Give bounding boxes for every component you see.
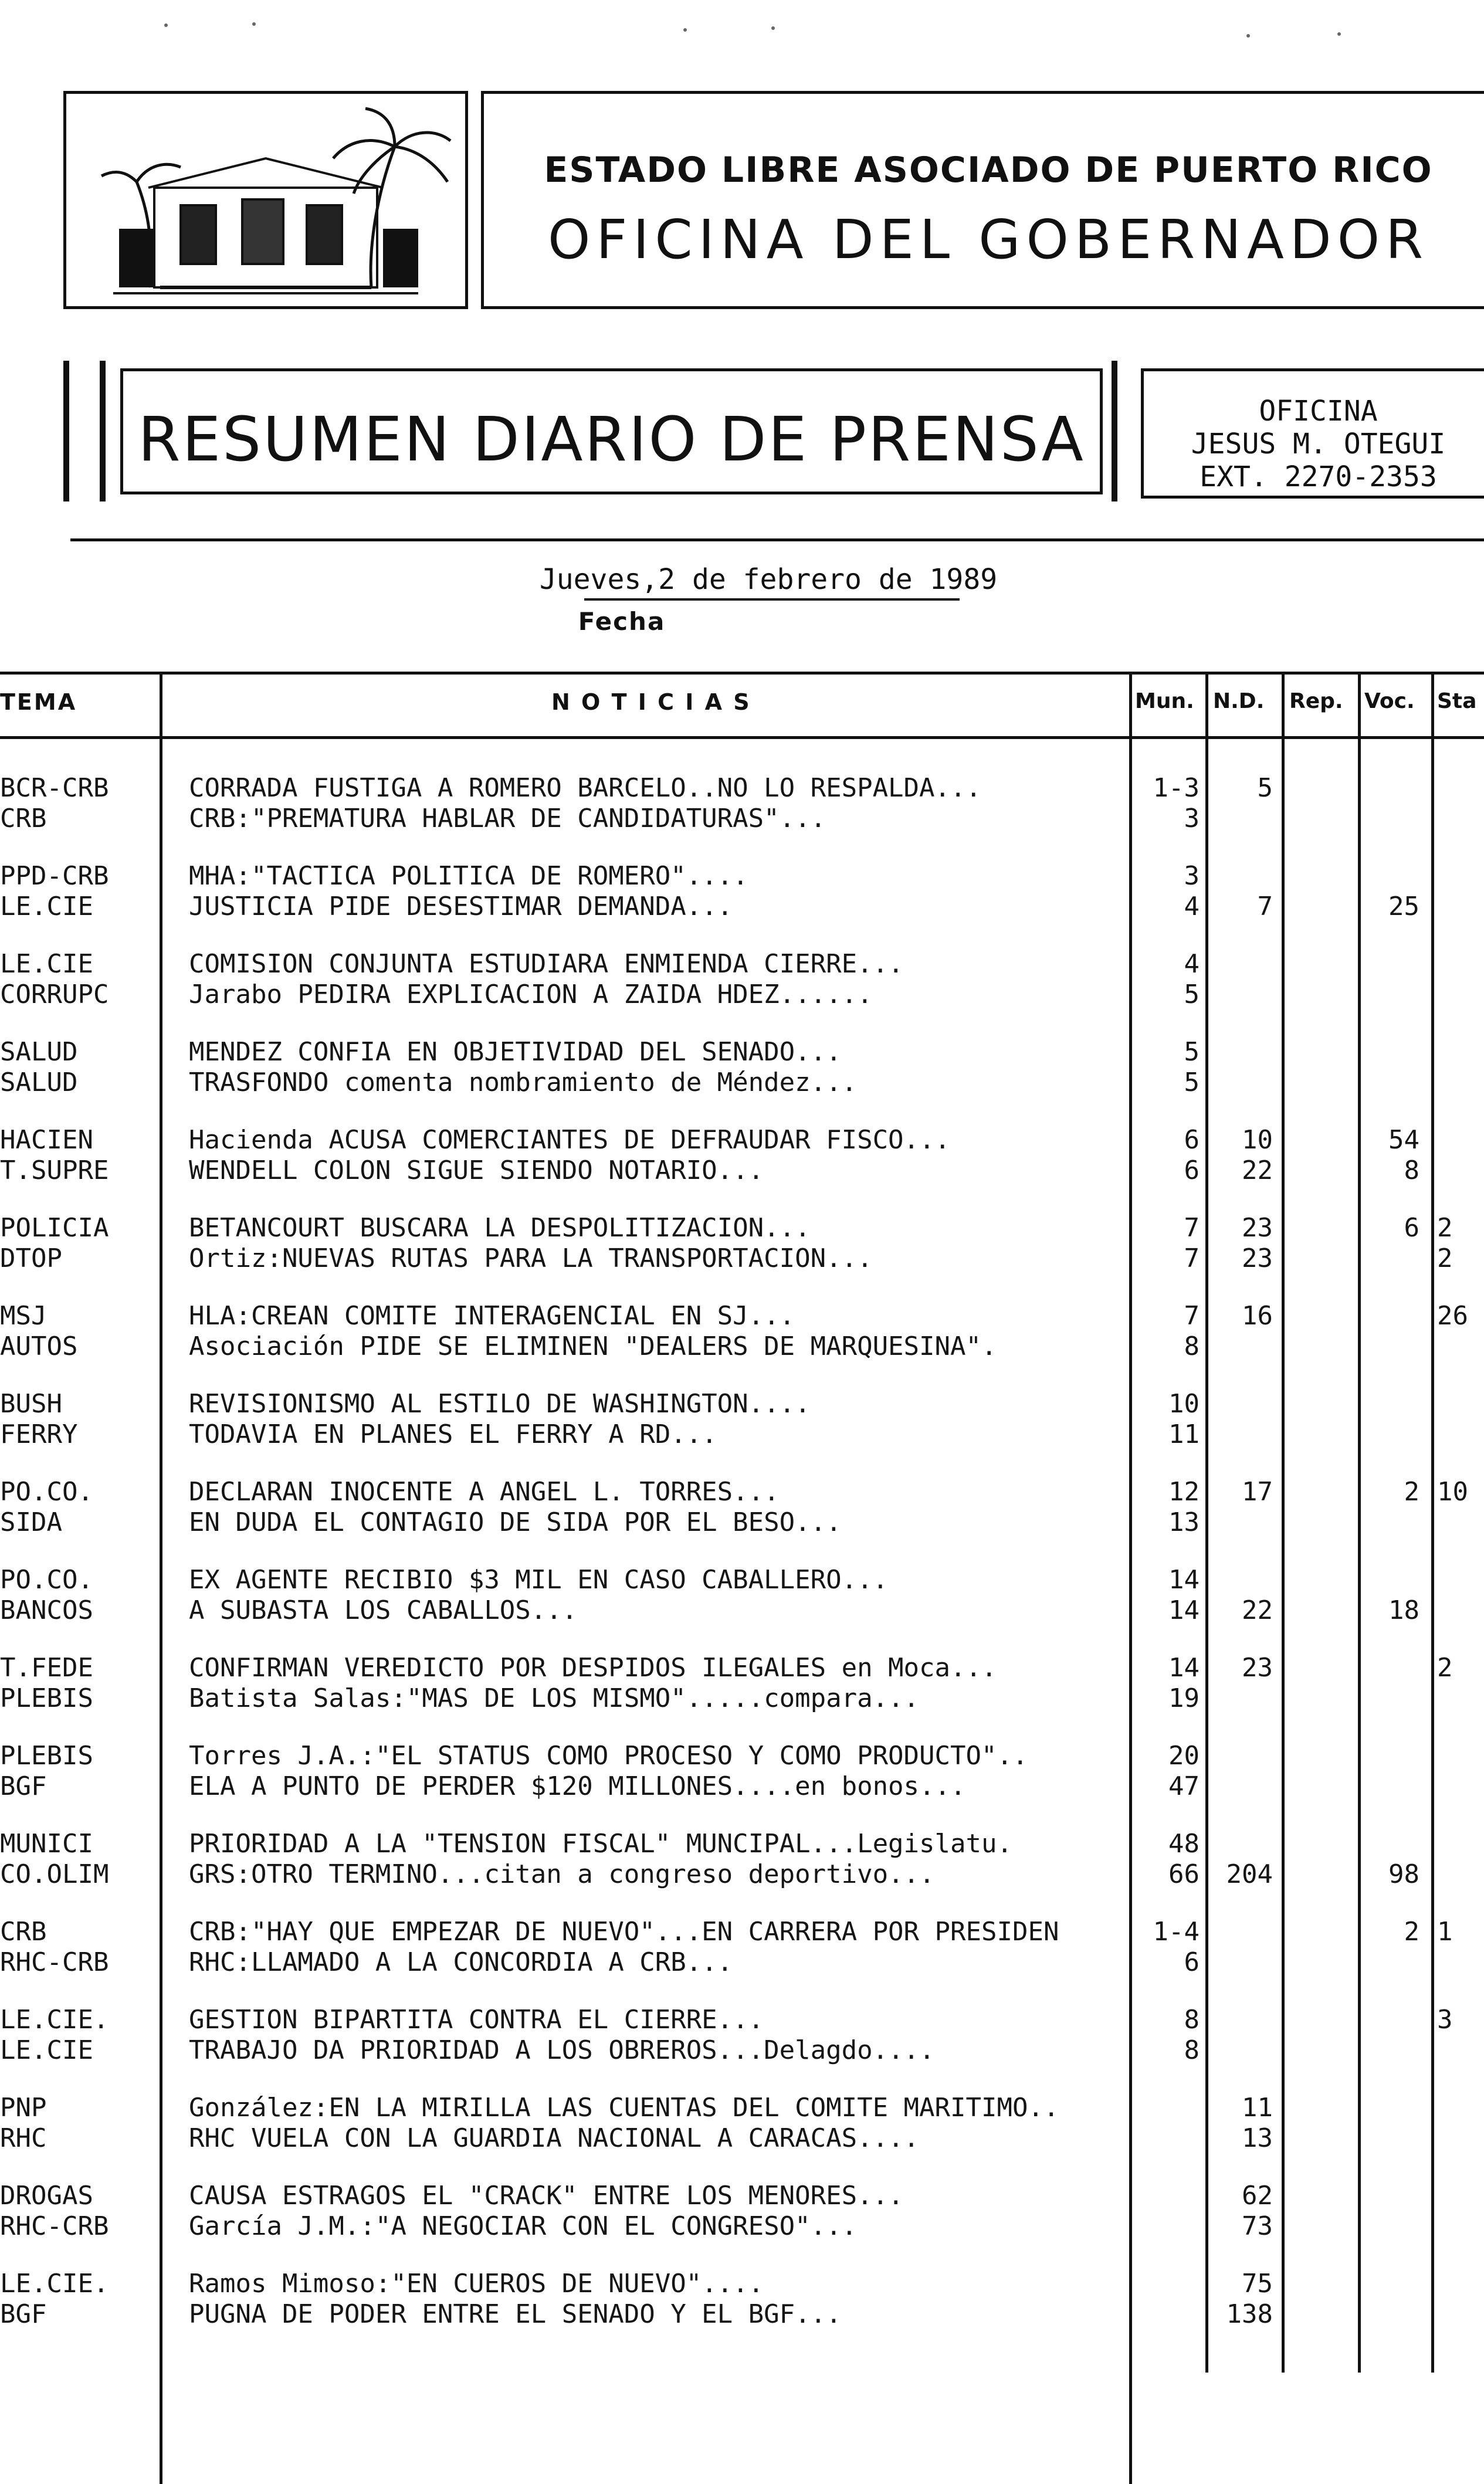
cell-noticia: COMISION CONJUNTA ESTUDIARA ENMIENDA CIERRE...: [189, 949, 904, 979]
cell-mun: 20: [1168, 1741, 1200, 1771]
cell-mun: 4: [1184, 892, 1200, 921]
cell-noticia: Jarabo PEDIRA EXPLICACION A ZAIDA HDEZ......: [189, 980, 873, 1009]
title-box: [120, 368, 1103, 494]
cell-sta: 26: [1437, 1301, 1468, 1331]
cell-noticia: TRASFONDO comenta nombramiento de Méndez...: [189, 1068, 858, 1097]
cell-mun: 7: [1184, 1243, 1200, 1273]
cell-noticia: HLA:CREAN COMITE INTERAGENCIAL EN SJ...: [189, 1301, 795, 1331]
cell-tema: MSJ: [0, 1301, 47, 1331]
cell-mun: 48: [1168, 1829, 1200, 1859]
cell-nd: 17: [1242, 1477, 1273, 1507]
cell-noticia: RHC VUELA CON LA GUARDIA NACIONAL A CARACAS....: [189, 2123, 920, 2153]
cell-voc: 18: [1388, 1595, 1419, 1625]
cell-mun: 8: [1184, 2005, 1200, 2035]
cell-tema: SALUD: [0, 1068, 78, 1097]
col-header-mun: Mun.: [1135, 689, 1194, 713]
scan-speck: [1337, 32, 1341, 36]
cell-tema: AUTOS: [0, 1331, 78, 1361]
cell-nd: 138: [1226, 2299, 1273, 2329]
cell-nd: 73: [1242, 2211, 1273, 2241]
cell-tema: PLEBIS: [0, 1741, 93, 1771]
cell-noticia: CONFIRMAN VEREDICTO POR DESPIDOS ILEGALES en Moca...: [189, 1653, 997, 1683]
cell-mun: 5: [1184, 1037, 1200, 1067]
cell-noticia: Asociación PIDE SE ELIMINEN "DEALERS DE MARQUESINA".: [189, 1331, 997, 1361]
cell-tema: RHC: [0, 2123, 47, 2153]
cell-nd: 204: [1226, 1859, 1273, 1889]
cell-noticia: RHC:LLAMADO A LA CONCORDIA A CRB...: [189, 1947, 733, 1977]
cell-tema: BCR-CRB: [0, 773, 109, 803]
cell-tema: LE.CIE: [0, 949, 93, 979]
cell-tema: CORRUPC: [0, 980, 109, 1009]
date-value: Jueves,2 de febrero de 1989: [539, 563, 998, 596]
table-top-line: [0, 672, 1484, 675]
cell-nd: 11: [1242, 2093, 1273, 2123]
cell-voc: 8: [1404, 1155, 1419, 1185]
page-title: RESUMEN DIARIO DE PRENSA: [138, 404, 1085, 475]
cell-noticia: MHA:"TACTICA POLITICA DE ROMERO"....: [189, 861, 748, 891]
cell-tema: LE.CIE.: [0, 2269, 109, 2299]
col-header-noticias: N O T I C I A S: [551, 689, 751, 715]
header-line2: OFICINA DEL GOBERNADOR: [547, 208, 1429, 271]
cell-mun: 3: [1184, 804, 1200, 833]
cell-noticia: Hacienda ACUSA COMERCIANTES DE DEFRAUDAR FISCO...: [189, 1125, 951, 1155]
cell-noticia: BETANCOURT BUSCARA LA DESPOLITIZACION...: [189, 1213, 811, 1243]
col-header-tema: TEMA: [0, 689, 77, 715]
cell-noticia: GRS:OTRO TERMINO...citan a congreso deportivo...: [189, 1859, 935, 1889]
cell-mun: 1-3: [1153, 773, 1200, 803]
col-header-rep: Rep.: [1289, 689, 1343, 713]
cell-nd: 75: [1242, 2269, 1273, 2299]
col-header-nd: N.D.: [1213, 689, 1265, 713]
cell-sta: 1: [1437, 1917, 1453, 1947]
cell-mun: 19: [1168, 1683, 1200, 1713]
cell-tema: BGF: [0, 2299, 47, 2329]
cell-mun: 5: [1184, 980, 1200, 1009]
cell-tema: LE.CIE.: [0, 2005, 109, 2035]
scan-speck: [683, 28, 687, 32]
cell-tema: T.SUPRE: [0, 1155, 109, 1185]
cell-nd: 23: [1242, 1653, 1273, 1683]
cell-voc: 98: [1388, 1859, 1419, 1889]
cell-noticia: Torres J.A.:"EL STATUS COMO PROCESO Y COMO PRODUCTO"..: [189, 1741, 1028, 1771]
cell-sta: 2: [1437, 1213, 1453, 1243]
cell-mun: 11: [1168, 1419, 1200, 1449]
cell-mun: 6: [1184, 1155, 1200, 1185]
cell-tema: T.FEDE: [0, 1653, 93, 1683]
header-box: [481, 91, 1484, 309]
cell-mun: 7: [1184, 1213, 1200, 1243]
office-box: [1141, 368, 1484, 499]
cell-voc: 6: [1404, 1213, 1419, 1243]
cell-nd: 22: [1242, 1155, 1273, 1185]
cell-sta: 10: [1437, 1477, 1468, 1507]
scan-speck: [771, 26, 775, 30]
cell-tema: BGF: [0, 1771, 47, 1801]
title-left-bar-2: [100, 361, 106, 501]
cell-mun: 66: [1168, 1859, 1200, 1889]
cell-noticia: González:EN LA MIRILLA LAS CUENTAS DEL COMITE MARITIMO..: [189, 2093, 1059, 2123]
cell-tema: BUSH: [0, 1389, 62, 1419]
cell-mun: 6: [1184, 1125, 1200, 1155]
separator-line: [70, 538, 1484, 541]
cell-noticia: A SUBASTA LOS CABALLOS...: [189, 1595, 578, 1625]
cell-noticia: GESTION BIPARTITA CONTRA EL CIERRE...: [189, 2005, 764, 2035]
cell-noticia: JUSTICIA PIDE DESESTIMAR DEMANDA...: [189, 892, 733, 921]
cell-voc: 2: [1404, 1477, 1419, 1507]
title-left-bar-1: [63, 361, 69, 501]
header-line1: ESTADO LIBRE ASOCIADO DE PUERTO RICO: [544, 150, 1433, 191]
cell-mun: 14: [1168, 1565, 1200, 1595]
cell-tema: HACIEN: [0, 1125, 93, 1155]
cell-tema: POLICIA: [0, 1213, 109, 1243]
date-underline: [584, 598, 960, 601]
cell-noticia: TRABAJO DA PRIORIDAD A LOS OBREROS...Delagdo....: [189, 2035, 935, 2065]
cell-mun: 8: [1184, 2035, 1200, 2065]
governor-mansion-illustration: [66, 94, 465, 306]
logo-box: [63, 91, 468, 309]
cell-tema: SALUD: [0, 1037, 78, 1067]
cell-noticia: WENDELL COLON SIGUE SIENDO NOTARIO...: [189, 1155, 764, 1185]
cell-nd: 10: [1242, 1125, 1273, 1155]
cell-voc: 25: [1388, 892, 1419, 921]
scan-speck: [252, 22, 256, 26]
cell-tema: CRB: [0, 804, 47, 833]
cell-nd: 16: [1242, 1301, 1273, 1331]
cell-noticia: REVISIONISMO AL ESTILO DE WASHINGTON....: [189, 1389, 811, 1419]
scan-speck: [1246, 34, 1250, 38]
cell-voc: 54: [1388, 1125, 1419, 1155]
cell-noticia: EN DUDA EL CONTAGIO DE SIDA POR EL BESO...: [189, 1507, 842, 1537]
cell-tema: SIDA: [0, 1507, 62, 1537]
cell-noticia: TODAVIA EN PLANES EL FERRY A RD...: [189, 1419, 717, 1449]
cell-tema: CO.OLIM: [0, 1859, 109, 1889]
cell-noticia: EX AGENTE RECIBIO $3 MIL EN CASO CABALLERO...: [189, 1565, 889, 1595]
cell-noticia: MENDEZ CONFIA EN OBJETIVIDAD DEL SENADO...: [189, 1037, 842, 1067]
cell-mun: 5: [1184, 1068, 1200, 1097]
cell-tema: BANCOS: [0, 1595, 93, 1625]
cell-nd: 62: [1242, 2181, 1273, 2211]
column-divider-tema: [160, 672, 162, 2484]
cell-mun: 7: [1184, 1301, 1200, 1331]
cell-mun: 13: [1168, 1507, 1200, 1537]
cell-mun: 14: [1168, 1595, 1200, 1625]
cell-tema: PNP: [0, 2093, 47, 2123]
cell-nd: 23: [1242, 1213, 1273, 1243]
col-header-sta: Sta: [1437, 689, 1477, 713]
cell-tema: DROGAS: [0, 2181, 93, 2211]
cell-nd: 23: [1242, 1243, 1273, 1273]
cell-noticia: CRB:"HAY QUE EMPEZAR DE NUEVO"...EN CARRERA POR PRESIDEN: [189, 1917, 1059, 1947]
cell-tema: RHC-CRB: [0, 1947, 109, 1977]
cell-mun: 14: [1168, 1653, 1200, 1683]
cell-nd: 22: [1242, 1595, 1273, 1625]
scan-speck: [164, 23, 168, 27]
cell-noticia: CAUSA ESTRAGOS EL "CRACK" ENTRE LOS MENORES...: [189, 2181, 904, 2211]
cell-tema: RHC-CRB: [0, 2211, 109, 2241]
col-header-voc: Voc.: [1364, 689, 1415, 713]
cell-sta: 2: [1437, 1243, 1453, 1273]
cell-noticia: García J.M.:"A NEGOCIAR CON EL CONGRESO"...: [189, 2211, 858, 2241]
office-ext: EXT. 2270-2353: [1200, 460, 1437, 493]
cell-voc: 2: [1404, 1917, 1419, 1947]
cell-nd: 13: [1242, 2123, 1273, 2153]
cell-mun: 12: [1168, 1477, 1200, 1507]
cell-sta: 2: [1437, 1653, 1453, 1683]
cell-tema: DTOP: [0, 1243, 62, 1273]
cell-sta: 3: [1437, 2005, 1453, 2035]
cell-noticia: DECLARAN INOCENTE A ANGEL L. TORRES...: [189, 1477, 780, 1507]
cell-tema: LE.CIE: [0, 2035, 93, 2065]
column-divider-nd: [1282, 672, 1285, 2373]
cell-tema: CRB: [0, 1917, 47, 1947]
cell-tema: FERRY: [0, 1419, 78, 1449]
cell-mun: 10: [1168, 1389, 1200, 1419]
cell-mun: 6: [1184, 1947, 1200, 1977]
office-name: JESUS M. OTEGUI: [1191, 428, 1446, 460]
cell-noticia: CORRADA FUSTIGA A ROMERO BARCELO..NO LO RESPALDA...: [189, 773, 982, 803]
cell-nd: 7: [1257, 892, 1273, 921]
date-label: Fecha: [578, 607, 666, 636]
cell-tema: MUNICI: [0, 1829, 93, 1859]
cell-noticia: Batista Salas:"MAS DE LOS MISMO".....compara...: [189, 1683, 920, 1713]
cell-tema: PPD-CRB: [0, 861, 109, 891]
cell-mun: 47: [1168, 1771, 1200, 1801]
cell-mun: 3: [1184, 861, 1200, 891]
cell-mun: 4: [1184, 949, 1200, 979]
column-divider-voc: [1431, 672, 1434, 2373]
cell-tema: PLEBIS: [0, 1683, 93, 1713]
cell-noticia: ELA A PUNTO DE PERDER $120 MILLONES....en bonos...: [189, 1771, 966, 1801]
cell-noticia: CRB:"PREMATURA HABLAR DE CANDIDATURAS"...: [189, 804, 826, 833]
cell-tema: PO.CO.: [0, 1565, 93, 1595]
column-divider-rep: [1358, 672, 1361, 2373]
cell-noticia: PUGNA DE PODER ENTRE EL SENADO Y EL BGF...: [189, 2299, 842, 2329]
office-label: OFICINA: [1259, 395, 1378, 428]
cell-noticia: Ortiz:NUEVAS RUTAS PARA LA TRANSPORTACION...: [189, 1243, 873, 1273]
cell-noticia: Ramos Mimoso:"EN CUEROS DE NUEVO"....: [189, 2269, 764, 2299]
cell-nd: 5: [1257, 773, 1273, 803]
title-right-bar: [1112, 361, 1117, 501]
cell-mun: 1-4: [1153, 1917, 1200, 1947]
cell-noticia: PRIORIDAD A LA "TENSION FISCAL" MUNCIPAL...Legislatu.: [189, 1829, 1012, 1859]
table-header-line: [0, 736, 1484, 739]
cell-mun: 8: [1184, 1331, 1200, 1361]
cell-tema: LE.CIE: [0, 892, 93, 921]
cell-tema: PO.CO.: [0, 1477, 93, 1507]
